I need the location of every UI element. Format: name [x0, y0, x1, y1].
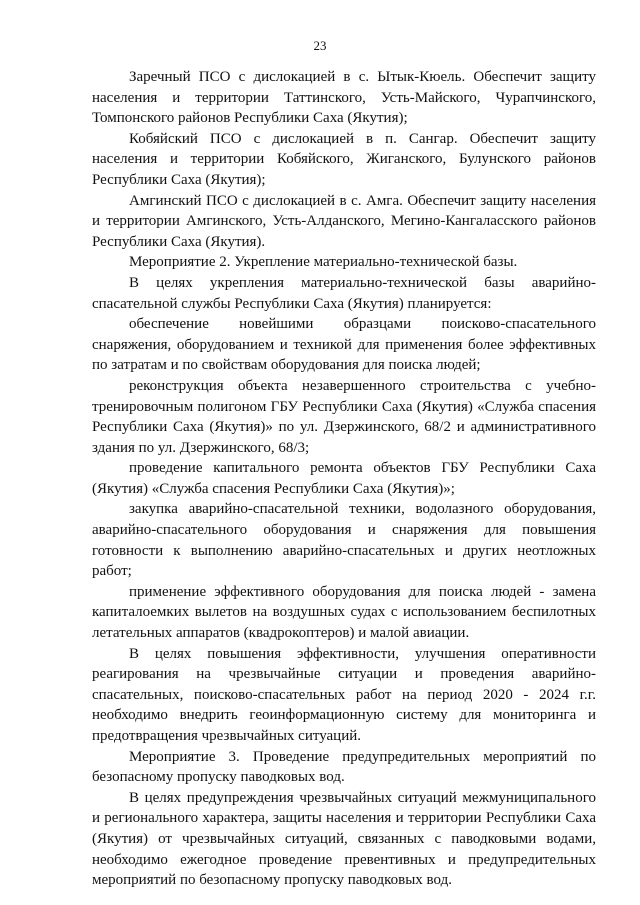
paragraph: В целях укрепления материально-технической базы аварийно-спасательной службы Республики Саха (Якутия) планируется: [92, 274, 596, 312]
page-number: 23 [313, 38, 327, 53]
paragraph: обеспечение новейшими образцами поисково-спасательного снаряжения, оборудованием и техникой для применения более эффективных по затратам и по свойствам оборудования для поиска людей; [92, 316, 596, 374]
paragraph: применение эффективного оборудования для поиска людей - замена капиталоемких вылетов на воздушных судах с использованием беспилотных летательных аппаратов (квадрокоптеров) и малой авиации. [92, 583, 596, 642]
paragraph: В целях предупреждения чрезвычайных ситуаций межмуниципального и регионального характера, защиты населения и территории Республики Саха (Якутия) от чрезвычайных ситуаций, связанных с паводковыми водами, необходимо ежегодное проведение превентивных и предупредительных мероприятий по безопасному пропуску паводковых вод. [92, 789, 596, 889]
paragraph: Кобяйский ПСО с дислокацией в п. Сангар. Обеспечит защиту населения и территории Кобяйского, Жиганского, Булунского районов Республики Саха (Якутия); [92, 130, 596, 188]
paragraph: Мероприятие 3. Проведение предупредительных мероприятий по безопасному пропуску паводковых вод. [92, 748, 596, 786]
paragraph: Заречный ПСО с дислокацией в с. Ытык-Кюель. Обеспечит защиту населения и территории Таттинского, Усть-Майского, Чурапчинского, Томпонского районов Республики Саха (Якутия); [92, 69, 596, 127]
body-text [92, 67, 596, 891]
paragraph: В целях повышения эффективности, улучшения оперативности реагирования на чрезвычайные ситуации и проведения аварийно-спасательных, поисково-спасательных работ на период 2020 - 2024 г.г. необходимо внедрить геоинформационную систему для мониторинга и предотвращения чрезвычайных ситуаций. [92, 645, 596, 744]
paragraph: проведение капитального ремонта объектов ГБУ Республики Саха (Якутия) «Служба спасения Республики Саха (Якутия)»; [92, 460, 596, 497]
paragraph: закупка аварийно-спасательной техники, водолазного оборудования, аварийно-спасательного оборудования и снаряжения для повышения готовности к выполнению аварийно-спасательных и других неотложных работ; [92, 501, 596, 580]
paragraph: Мероприятие 2. Укрепление материально-технической базы. [129, 254, 518, 271]
paragraph: Амгинский ПСО с дислокацией в с. Амга. Обеспечит защиту населения и территории Амгинского, Усть-Алданского, Мегино-Кангаласского районов Республики Саха (Якутия). [92, 192, 596, 250]
paragraph: реконструкция объекта незавершенного строительства с учебно-тренировочным полигоном ГБУ Республики Саха (Якутия) «Служба спасения Республики Саха (Якутия)» по ул. Дзержинского, 68/2 и административного здания по ул. Дзержинского, 68/3; [92, 377, 596, 456]
